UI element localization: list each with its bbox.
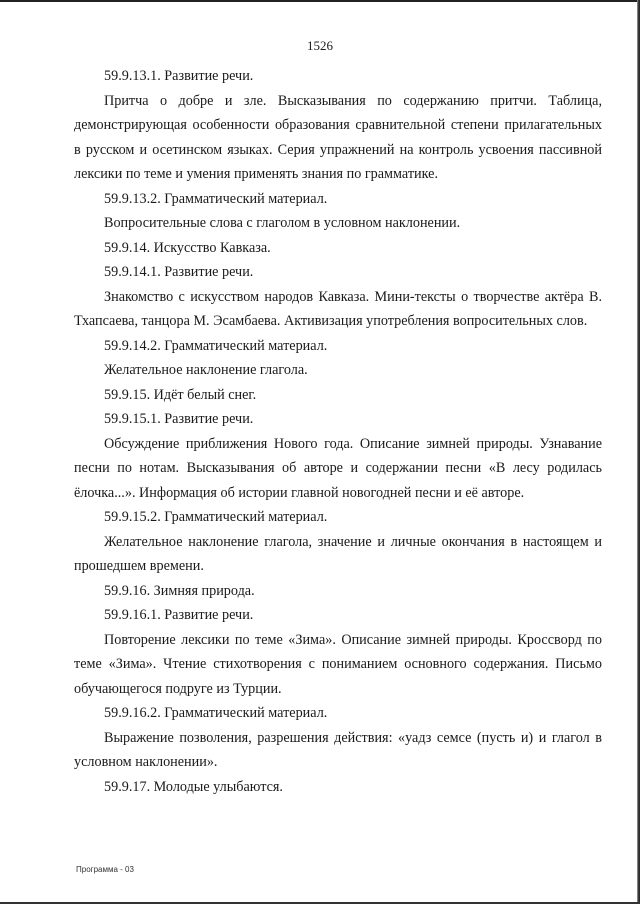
page-number: 1526 <box>307 38 333 53</box>
paragraph: Повторение лексики по теме «Зима». Описание зимней природы. Кроссворд по теме «Зима». Чтение стихотворения с пониманием основного содержания. Письмо обучающегося подруге из Турции. <box>74 631 602 697</box>
section-heading: 59.9.13.1. Развитие речи. <box>104 68 254 84</box>
body-text <box>74 64 602 799</box>
section-heading: 59.9.16. Зимняя природа. <box>104 582 255 599</box>
section-heading: 59.9.17. Молодые улыбаются. <box>104 778 283 795</box>
paragraph: Вопросительные слова с глаголом в условном наклонении. <box>104 215 461 231</box>
footer-label: Программа - 03 <box>76 865 134 874</box>
paragraph: Притча о добре и зле. Высказывания по содержанию притчи. Таблица, демонстрирующая особенности образования сравнительной степени прилагательных в русском и осетинском языках. Серия упражнений на контроль усвоения пассивной лексики по теме и умения применять знания по грамматике. <box>74 92 602 182</box>
section-heading: 59.9.15.2. Грамматический материал. <box>104 509 328 525</box>
section-heading: 59.9.15. Идёт белый снег. <box>104 386 257 403</box>
paragraph: Желательное наклонение глагола, значение и личные окончания в настоящем и прошедшем времени. <box>74 533 602 574</box>
section-heading: 59.9.15.1. Развитие речи. <box>104 411 254 427</box>
paragraph: Обсуждение приближения Нового года. Описание зимней природы. Узнавание песни по нотам. Высказывания об авторе и содержании песни «В лесу родилась ёлочка...». Информация об истории главной новогодней песни и её авторе. <box>74 435 602 501</box>
section-heading: 59.9.16.1. Развитие речи. <box>104 607 254 623</box>
scan-edge-top <box>0 0 640 2</box>
section-heading: 59.9.16.2. Грамматический материал. <box>104 705 328 721</box>
paragraph: Желательное наклонение глагола. <box>104 362 308 378</box>
paragraph: Выражение позволения, разрешения действия: «уадз семсе (пусть и) и глагол в условном наклонении». <box>74 729 602 770</box>
section-heading: 59.9.14.2. Грамматический материал. <box>104 337 328 354</box>
section-heading: 59.9.13.2. Грамматический материал. <box>104 190 328 207</box>
paragraph: Знакомство с искусством народов Кавказа. Мини-тексты о творчестве актёра В. Тхапсаева, танцора М. Эсамбаева. Активизация употребления вопросительных слов. <box>74 288 602 329</box>
section-heading: 59.9.14. Искусство Кавказа. <box>104 239 271 256</box>
section-heading: 59.9.14.1. Развитие речи. <box>104 264 254 280</box>
